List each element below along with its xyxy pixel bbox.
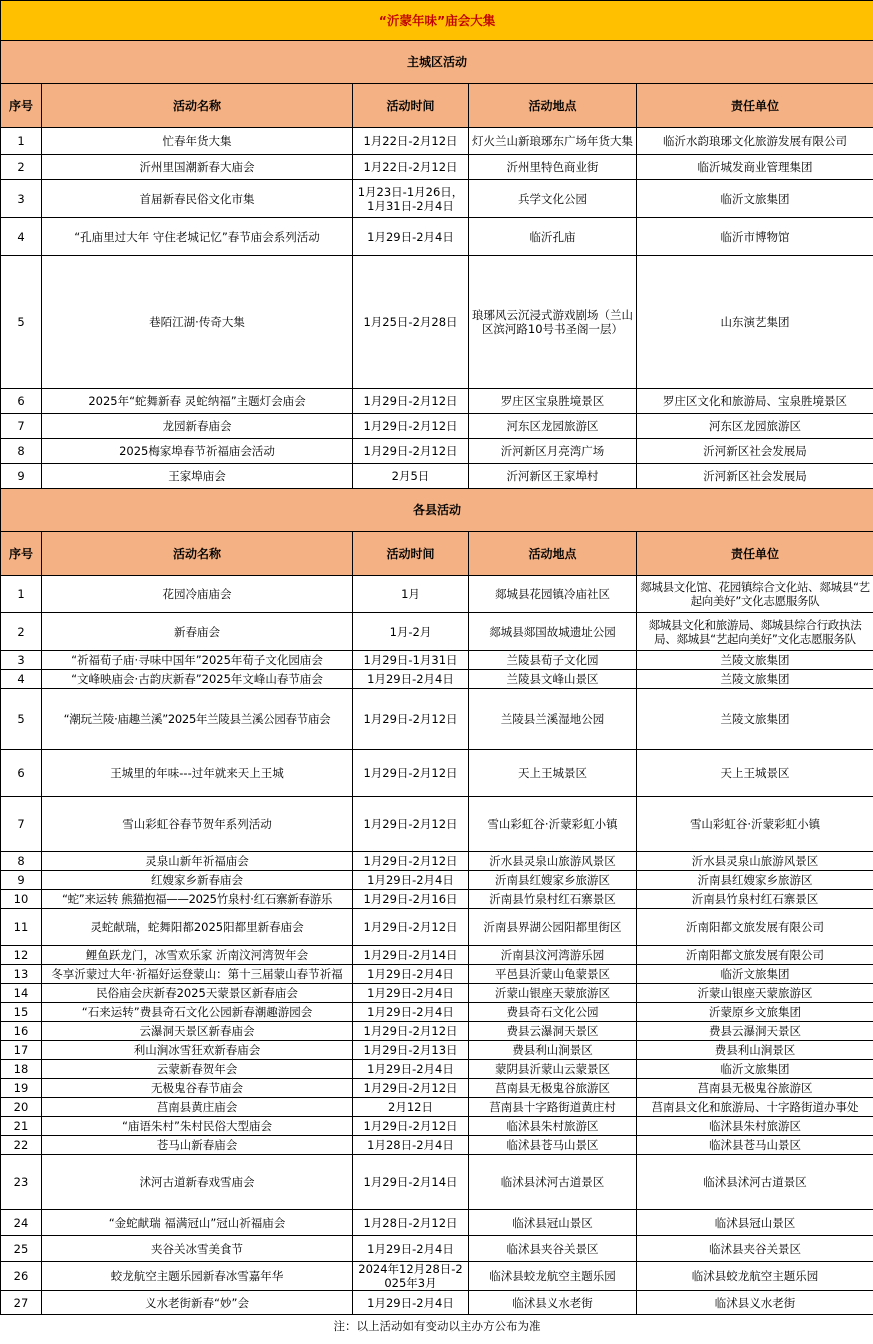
activity-name: 忙春年货大集 (42, 128, 353, 155)
table-row (1, 128, 873, 155)
row-number: 11 (1, 909, 42, 946)
row-number: 27 (1, 1291, 42, 1315)
activity-time: 1月29日-2月12日 (353, 1117, 469, 1136)
row-number: 1 (1, 576, 42, 613)
table-row (1, 1155, 873, 1210)
activity-location: 莒南县无极鬼谷旅游区 (469, 1079, 637, 1098)
responsible-unit: 沂河新区社会发展局 (637, 464, 873, 489)
table-row (1, 1236, 873, 1262)
row-number: 9 (1, 464, 42, 489)
activity-time: 1月29日-2月4日 (353, 1236, 469, 1262)
activity-location: 郯城县花园镇冷庙社区 (469, 576, 637, 613)
activity-time: 1月28日-2月4日 (353, 1136, 469, 1155)
responsible-unit: 临沂文旅集团 (637, 1060, 873, 1079)
activity-location: 临沭县沭河古道景区 (469, 1155, 637, 1210)
row-number: 6 (1, 389, 42, 414)
activity-location: 临沭县义水老街 (469, 1291, 637, 1315)
activity-name: 云瀑洞天景区新春庙会 (42, 1022, 353, 1041)
table-row (1, 1291, 873, 1315)
responsible-unit: 临沂文旅集团 (637, 180, 873, 218)
table-row (1, 797, 873, 852)
activity-name: 冬享沂蒙过大年·祈福好运登蒙山：第十三届蒙山春节祈福 (42, 965, 353, 984)
row-number: 5 (1, 256, 42, 389)
activity-location: 罗庄区宝泉胜境景区 (469, 389, 637, 414)
column-header-activity-location: 活动地点 (469, 84, 637, 128)
activity-name: “孔庙里过大年 守住老城记忆”春节庙会系列活动 (42, 218, 353, 256)
activity-location: 郯城县郯国故城遗址公园 (469, 613, 637, 651)
responsible-unit: 沂河新区社会发展局 (637, 439, 873, 464)
activity-time: 1月29日-2月16日 (353, 890, 469, 909)
activity-name: 夹谷关冰雪美食节 (42, 1236, 353, 1262)
activity-time: 1月29日-2月12日 (353, 909, 469, 946)
activity-time: 1月29日-2月4日 (353, 984, 469, 1003)
page-title: “沂蒙年味”庙会大集 (1, 1, 873, 41)
activity-time: 1月29日-2月13日 (353, 1041, 469, 1060)
activity-name: 雪山彩虹谷春节贺年系列活动 (42, 797, 353, 852)
table-row (1, 576, 873, 613)
row-number: 4 (1, 218, 42, 256)
activity-location: 沂河新区王家埠村 (469, 464, 637, 489)
responsible-unit: 河东区龙园旅游区 (637, 414, 873, 439)
activity-name: “文峰映庙会·古韵庆新春”2025年文峰山春节庙会 (42, 670, 353, 689)
activity-name: 王城里的年味---过年就来天上王城 (42, 750, 353, 797)
activity-name: 2025年“蛇舞新春 灵蛇纳福”主题灯会庙会 (42, 389, 353, 414)
activity-location: 雪山彩虹谷·沂蒙彩虹小镇 (469, 797, 637, 852)
activity-name: 巷陌江湖·传奇大集 (42, 256, 353, 389)
table-row (1, 155, 873, 180)
row-number: 15 (1, 1003, 42, 1022)
column-header-activity-location: 活动地点 (469, 532, 637, 576)
activity-location: 天上王城景区 (469, 750, 637, 797)
table-row (1, 613, 873, 651)
activity-time: 1月29日-2月4日 (353, 1291, 469, 1315)
activity-name: “金蛇献瑞 福满冠山”冠山祈福庙会 (42, 1210, 353, 1236)
responsible-unit: 费县利山涧景区 (637, 1041, 873, 1060)
activity-location: 临沭县夹谷关景区 (469, 1236, 637, 1262)
activity-location: 沂南县竹泉村红石寨景区 (469, 890, 637, 909)
responsible-unit: 郯城县文化和旅游局、郯城县综合行政执法局、郯城县“艺起向美好”文化志愿服务队 (637, 613, 873, 651)
row-number: 22 (1, 1136, 42, 1155)
activity-location: 费县奇石文化公园 (469, 1003, 637, 1022)
row-number: 19 (1, 1079, 42, 1098)
table-row (1, 1098, 873, 1117)
row-number: 18 (1, 1060, 42, 1079)
row-number: 4 (1, 670, 42, 689)
activity-location: 沂南县红嫂家乡旅游区 (469, 871, 637, 890)
table-row (1, 890, 873, 909)
activity-location: 灯火兰山新琅琊东广场年货大集 (469, 128, 637, 155)
activity-location: 兵学文化公园 (469, 180, 637, 218)
section-title: 各县活动 (1, 489, 873, 532)
activity-name: 蛟龙航空主题乐园新春冰雪嘉年华 (42, 1262, 353, 1291)
responsible-unit: 兰陵文旅集团 (637, 689, 873, 750)
table-row (1, 689, 873, 750)
responsible-unit: 兰陵文旅集团 (637, 651, 873, 670)
responsible-unit: 兰陵文旅集团 (637, 670, 873, 689)
row-number: 7 (1, 414, 42, 439)
activity-time: 1月29日-2月12日 (353, 852, 469, 871)
row-number: 24 (1, 1210, 42, 1236)
row-number: 3 (1, 180, 42, 218)
table-row (1, 439, 873, 464)
column-header-row (1, 532, 873, 576)
activity-name: 王家埠庙会 (42, 464, 353, 489)
activity-time: 1月-2月 (353, 613, 469, 651)
activity-location: 沂蒙山银座天蒙旅游区 (469, 984, 637, 1003)
activity-name: 2025梅家埠春节祈福庙会活动 (42, 439, 353, 464)
activity-location: 兰陵县兰溪湿地公园 (469, 689, 637, 750)
table-row (1, 414, 873, 439)
activity-time: 1月25日-2月28日 (353, 256, 469, 389)
table-row (1, 750, 873, 797)
activity-time: 1月29日-2月4日 (353, 218, 469, 256)
activity-location: 沂河新区月亮湾广场 (469, 439, 637, 464)
table-row (1, 946, 873, 965)
responsible-unit: 临沭县冠山景区 (637, 1210, 873, 1236)
column-header-row-number: 序号 (1, 84, 42, 128)
row-number: 26 (1, 1262, 42, 1291)
activity-location: 临沭县冠山景区 (469, 1210, 637, 1236)
row-number: 8 (1, 852, 42, 871)
table-row (1, 1041, 873, 1060)
activity-name: “祈福荀子庙·寻味中国年”2025年荀子文化园庙会 (42, 651, 353, 670)
activity-location: 河东区龙园旅游区 (469, 414, 637, 439)
table-row (1, 1022, 873, 1041)
activity-time: 1月29日-2月4日 (353, 965, 469, 984)
table-row (1, 1003, 873, 1022)
table-body (1, 1, 873, 1338)
activity-name: 云蒙新春贺年会 (42, 1060, 353, 1079)
responsible-unit: 临沭县苍马山景区 (637, 1136, 873, 1155)
activity-time: 1月29日-2月4日 (353, 871, 469, 890)
responsible-unit: 临沂城发商业管理集团 (637, 155, 873, 180)
activity-time: 1月29日-2月12日 (353, 750, 469, 797)
table-row (1, 256, 873, 389)
column-header-activity-name: 活动名称 (42, 84, 353, 128)
activity-time: 1月28日-2月12日 (353, 1210, 469, 1236)
responsible-unit: 莒南县文化和旅游局、十字路街道办事处 (637, 1098, 873, 1117)
column-header-row-number: 序号 (1, 532, 42, 576)
activity-name: 民俗庙会庆新春2025天蒙景区新春庙会 (42, 984, 353, 1003)
responsible-unit: 沂南阳都文旅发展有限公司 (637, 946, 873, 965)
row-number: 20 (1, 1098, 42, 1117)
activity-time: 1月 (353, 576, 469, 613)
row-number: 6 (1, 750, 42, 797)
section-header-row (1, 489, 873, 532)
responsible-unit: 沂蒙山银座天蒙旅游区 (637, 984, 873, 1003)
activity-location: 费县利山涧景区 (469, 1041, 637, 1060)
section-title: 主城区活动 (1, 41, 873, 84)
activity-time: 1月29日-2月12日 (353, 389, 469, 414)
activity-time: 1月23日-1月26日，1月31日-2月4日 (353, 180, 469, 218)
row-number: 2 (1, 613, 42, 651)
table-row (1, 464, 873, 489)
table-row (1, 984, 873, 1003)
table-row (1, 1060, 873, 1079)
activity-name: 义水老街新春“妙”会 (42, 1291, 353, 1315)
row-number: 25 (1, 1236, 42, 1262)
responsible-unit: 天上王城景区 (637, 750, 873, 797)
activity-time: 1月29日-1月31日 (353, 651, 469, 670)
activity-time: 1月29日-2月12日 (353, 414, 469, 439)
activity-name: 灵泉山新年祈福庙会 (42, 852, 353, 871)
activity-location: 临沂孔庙 (469, 218, 637, 256)
activity-time: 1月29日-2月14日 (353, 946, 469, 965)
row-number: 8 (1, 439, 42, 464)
responsible-unit: 费县云瀑洞天景区 (637, 1022, 873, 1041)
activity-name: 沭河古道新春戏雪庙会 (42, 1155, 353, 1210)
activity-time: 1月29日-2月4日 (353, 1003, 469, 1022)
table-row (1, 651, 873, 670)
row-number: 2 (1, 155, 42, 180)
responsible-unit: 临沭县义水老街 (637, 1291, 873, 1315)
column-header-activity-time: 活动时间 (353, 84, 469, 128)
activity-name: 红嫂家乡新春庙会 (42, 871, 353, 890)
responsible-unit: 莒南县无极鬼谷旅游区 (637, 1079, 873, 1098)
activity-name: “潮玩兰陵·庙趣兰溪”2025年兰陵县兰溪公园春节庙会 (42, 689, 353, 750)
responsible-unit: 临沂市博物馆 (637, 218, 873, 256)
column-header-responsible-unit: 责任单位 (637, 84, 873, 128)
table-row (1, 965, 873, 984)
responsible-unit: 沂南县竹泉村红石寨景区 (637, 890, 873, 909)
row-number: 16 (1, 1022, 42, 1041)
activity-time: 1月22日-2月12日 (353, 128, 469, 155)
activity-location: 莒南县十字路街道黄庄村 (469, 1098, 637, 1117)
activity-time: 2024年12月28日-2025年3月 (353, 1262, 469, 1291)
table-row (1, 1079, 873, 1098)
row-number: 9 (1, 871, 42, 890)
activity-name: 灵蛇献瑞，蛇舞阳都2025阳都里新春庙会 (42, 909, 353, 946)
activity-location: 琅琊风云沉浸式游戏剧场（兰山区滨河路10号书圣阁一层） (469, 256, 637, 389)
title-row (1, 1, 873, 41)
activity-location: 平邑县沂蒙山龟蒙景区 (469, 965, 637, 984)
activity-time: 1月29日-2月12日 (353, 439, 469, 464)
activity-name: “蛇”来运转 熊猫抱福——2025竹泉村·红石寨新春游乐 (42, 890, 353, 909)
activity-name: 苍马山新春庙会 (42, 1136, 353, 1155)
activity-location: 沂州里特色商业街 (469, 155, 637, 180)
column-header-activity-name: 活动名称 (42, 532, 353, 576)
responsible-unit: 临沭县夹谷关景区 (637, 1236, 873, 1262)
table-row (1, 1210, 873, 1236)
activity-location: 临沭县苍马山景区 (469, 1136, 637, 1155)
section-header-row (1, 41, 873, 84)
activity-time: 1月29日-2月4日 (353, 670, 469, 689)
table-row (1, 852, 873, 871)
activity-name: 无极鬼谷春节庙会 (42, 1079, 353, 1098)
activity-time: 1月29日-2月4日 (353, 1060, 469, 1079)
table-row (1, 389, 873, 414)
activity-location: 沂南县界湖公园阳都里街区 (469, 909, 637, 946)
row-number: 1 (1, 128, 42, 155)
table-row (1, 1262, 873, 1291)
activity-location: 沂水县灵泉山旅游风景区 (469, 852, 637, 871)
row-number: 13 (1, 965, 42, 984)
responsible-unit: 沂水县灵泉山旅游风景区 (637, 852, 873, 871)
activity-name: 首届新春民俗文化市集 (42, 180, 353, 218)
responsible-unit: 临沂水韵琅琊文化旅游发展有限公司 (637, 128, 873, 155)
row-number: 7 (1, 797, 42, 852)
responsible-unit: 临沭县蛟龙航空主题乐园 (637, 1262, 873, 1291)
row-number: 5 (1, 689, 42, 750)
activity-time: 1月22日-2月12日 (353, 155, 469, 180)
row-number: 17 (1, 1041, 42, 1060)
activity-time: 2月5日 (353, 464, 469, 489)
activity-name: 沂州里国潮新春大庙会 (42, 155, 353, 180)
activity-name: 花园冷庙庙会 (42, 576, 353, 613)
footnote-row (1, 1315, 873, 1338)
table-row (1, 1117, 873, 1136)
row-number: 21 (1, 1117, 42, 1136)
activity-location: 临沭县朱村旅游区 (469, 1117, 637, 1136)
table-row (1, 909, 873, 946)
footnote: 注：以上活动如有变动以主办方公布为准 (333, 1319, 541, 1333)
responsible-unit: 沂南县红嫂家乡旅游区 (637, 871, 873, 890)
activity-name: “石来运转”费县奇石文化公园新春潮趣游园会 (42, 1003, 353, 1022)
column-header-row (1, 84, 873, 128)
responsible-unit: 临沭县沭河古道景区 (637, 1155, 873, 1210)
row-number: 10 (1, 890, 42, 909)
activity-location: 沂南县汶河湾游乐园 (469, 946, 637, 965)
activity-location: 费县云瀑洞天景区 (469, 1022, 637, 1041)
table-row (1, 218, 873, 256)
column-header-responsible-unit: 责任单位 (637, 532, 873, 576)
responsible-unit: 山东演艺集团 (637, 256, 873, 389)
activity-location: 兰陵县文峰山景区 (469, 670, 637, 689)
activity-name: 龙园新春庙会 (42, 414, 353, 439)
table-row (1, 871, 873, 890)
activity-time: 1月29日-2月12日 (353, 1079, 469, 1098)
activity-name: 鲤鱼跃龙门，冰雪欢乐家 沂南汶河湾贺年会 (42, 946, 353, 965)
row-number: 12 (1, 946, 42, 965)
activity-time: 2月12日 (353, 1098, 469, 1117)
activity-name: 利山涧冰雪狂欢新春庙会 (42, 1041, 353, 1060)
table-row (1, 670, 873, 689)
activity-time: 1月29日-2月12日 (353, 689, 469, 750)
responsible-unit: 罗庄区文化和旅游局、宝泉胜境景区 (637, 389, 873, 414)
responsible-unit: 临沂文旅集团 (637, 965, 873, 984)
activity-time: 1月29日-2月12日 (353, 1022, 469, 1041)
responsible-unit: 郯城县文化馆、花园镇综合文化站、郯城县“艺起向美好”文化志愿服务队 (637, 576, 873, 613)
row-number: 23 (1, 1155, 42, 1210)
activity-name: 新春庙会 (42, 613, 353, 651)
activity-time: 1月29日-2月14日 (353, 1155, 469, 1210)
row-number: 14 (1, 984, 42, 1003)
activity-name: 莒南县黄庄庙会 (42, 1098, 353, 1117)
activity-location: 蒙阴县沂蒙山云蒙景区 (469, 1060, 637, 1079)
activity-location: 兰陵县荀子文化园 (469, 651, 637, 670)
activity-location: 临沭县蛟龙航空主题乐园 (469, 1262, 637, 1291)
column-header-activity-time: 活动时间 (353, 532, 469, 576)
responsible-unit: 沂南阳都文旅发展有限公司 (637, 909, 873, 946)
responsible-unit: 雪山彩虹谷·沂蒙彩虹小镇 (637, 797, 873, 852)
row-number: 3 (1, 651, 42, 670)
activity-name: “庙语朱村”朱村民俗大型庙会 (42, 1117, 353, 1136)
activity-time: 1月29日-2月12日 (353, 797, 469, 852)
table-row (1, 180, 873, 218)
responsible-unit: 沂蒙原乡文旅集团 (637, 1003, 873, 1022)
table-row (1, 1136, 873, 1155)
responsible-unit: 临沭县朱村旅游区 (637, 1117, 873, 1136)
